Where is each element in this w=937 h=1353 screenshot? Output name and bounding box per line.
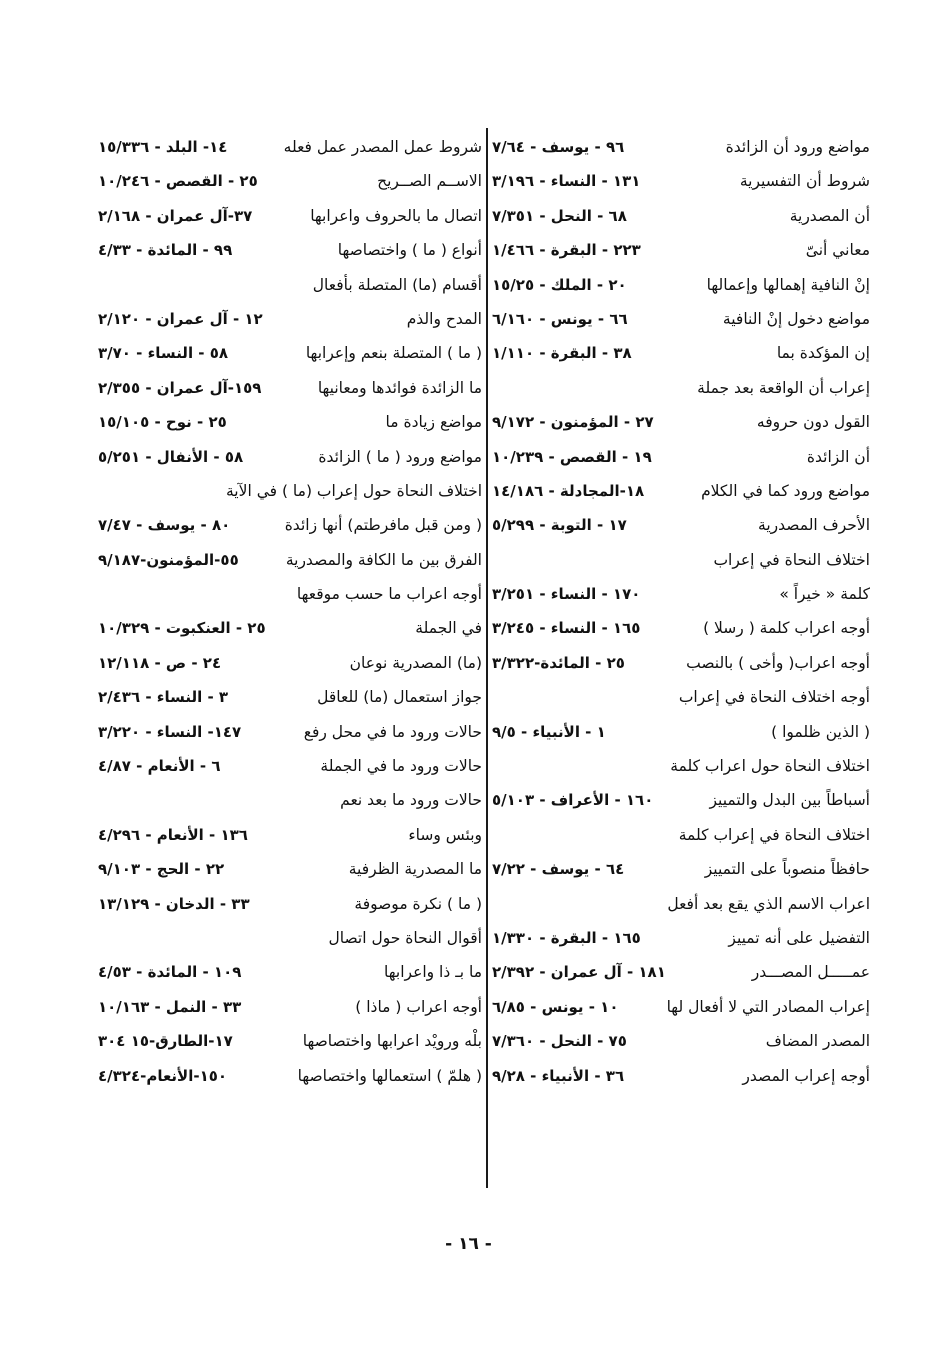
entry-reference: ٥٨ - النساء - ٣/٧٠ bbox=[98, 344, 229, 363]
entry-topic: المصدر المضاف bbox=[765, 1032, 870, 1051]
entry-topic: الاســم الصــريح bbox=[377, 172, 482, 191]
entry-reference: ٧٥ - النحل - ٧/٣٦٠ bbox=[492, 1032, 627, 1051]
column-divider bbox=[486, 128, 488, 1188]
index-entry bbox=[492, 302, 870, 336]
index-entry bbox=[492, 646, 870, 680]
entry-topic: المدح والذم bbox=[406, 309, 482, 328]
entry-reference: ٣٦ - الأنبياء - ٩/٢٨ bbox=[492, 1066, 625, 1085]
index-entry bbox=[98, 887, 482, 921]
entry-topic: عمـــــل المصـــدر bbox=[751, 963, 870, 982]
entry-reference: ١٦٥ - البقرة - ١/٣٣٠ bbox=[492, 928, 641, 947]
index-entry bbox=[492, 680, 870, 714]
entry-topic: إعراب أن الواقعة بعد جملة bbox=[697, 378, 870, 397]
index-entry bbox=[492, 440, 870, 474]
entry-topic: مواضع زيادة ما bbox=[385, 413, 482, 432]
index-entry bbox=[98, 233, 482, 267]
index-entry bbox=[492, 336, 870, 370]
index-entry bbox=[492, 474, 870, 508]
index-entry bbox=[492, 611, 870, 645]
entry-topic: اختلاف النحاة في إعراب bbox=[713, 550, 870, 569]
entry-topic: ( ما ) المتصلة بنعم وإعرابها bbox=[305, 344, 482, 363]
index-entry bbox=[98, 646, 482, 680]
entry-reference: ٦٤ - يوسف - ٧/٢٢ bbox=[492, 860, 625, 879]
entry-reference: ١ - الأنبياء - ٩/٥ bbox=[492, 722, 606, 741]
index-entry bbox=[492, 577, 870, 611]
index-entry bbox=[98, 611, 482, 645]
entry-reference: ١٤- البلد - ١٥/٣٣٦ bbox=[98, 138, 228, 156]
index-entry bbox=[492, 715, 870, 749]
entry-reference: ٢٢٣ - البقرة - ١/٤٦٦ bbox=[492, 241, 641, 260]
index-entry bbox=[492, 955, 870, 989]
entry-reference: ٢٢ - الحج - ٩/١٠٣ bbox=[98, 860, 225, 879]
entry-reference: ١٧٠ - النساء - ٣/٢٥١ bbox=[492, 585, 641, 604]
index-entry bbox=[98, 955, 482, 989]
index-entry bbox=[98, 990, 482, 1024]
entry-topic: أوجه اعراب ما حسب موقعها bbox=[296, 585, 482, 604]
entry-topic: حافظاً منصوباً على التمييز bbox=[704, 860, 870, 879]
entry-reference: ١٧ - التوبة - ٥/٢٩٩ bbox=[492, 516, 627, 535]
entry-topic: ما بـ ذا واعرابها bbox=[384, 963, 482, 982]
index-entry bbox=[492, 990, 870, 1024]
index-entry bbox=[98, 199, 482, 233]
entry-reference: ٣ - النساء - ٢/٤٣٦ bbox=[98, 688, 229, 707]
entry-reference: ٣٣ - النمل - ١٠/١٦٣ bbox=[98, 997, 242, 1016]
index-entry bbox=[98, 440, 482, 474]
index-entry bbox=[98, 783, 482, 817]
entry-reference: ١٦٥ - النساء - ٣/٢٤٥ bbox=[492, 619, 641, 638]
index-entry bbox=[492, 1059, 870, 1093]
index-entry bbox=[492, 233, 870, 267]
entry-topic: ( ومن قبل مافرطتم) أنها زائدة bbox=[284, 516, 482, 535]
index-column-left bbox=[98, 130, 482, 1093]
entry-reference: ١٩ - القصص - ١٠/٢٣٩ bbox=[492, 447, 652, 466]
entry-reference: ٢٧ - المؤمنون - ٩/١٧٢ bbox=[492, 413, 654, 432]
entry-reference: ١٢ - آل عمران - ٢/١٢٠ bbox=[98, 309, 263, 328]
entry-topic: أوجه اعراب( وأخى ) بالنصب bbox=[686, 653, 870, 672]
index-entry bbox=[98, 680, 482, 714]
entry-topic: اختلاف النحاة في إعراب كلمة bbox=[678, 825, 870, 844]
entry-reference: ١٨-المجادلة - ١٤/١٨٦ bbox=[492, 481, 645, 500]
index-entry bbox=[98, 164, 482, 198]
entry-topic: ( الذين ظلموا ) bbox=[771, 722, 870, 741]
index-entry bbox=[492, 543, 870, 577]
index-entry bbox=[98, 130, 482, 164]
entry-reference: ٢٤ - ص - ١٢/١١٨ bbox=[98, 653, 222, 672]
index-entry bbox=[492, 405, 870, 439]
entry-topic: أن الزائدة bbox=[806, 447, 870, 466]
entry-topic: اتصال ما بالحروف واعرابها bbox=[310, 206, 482, 225]
entry-topic: اختلاف النحاة حول اعراب كلمة bbox=[670, 757, 870, 776]
entry-reference: ١٠٩ - المائدة - ٤/٥٣ bbox=[98, 963, 242, 982]
entry-reference: ٩٦ - يوسف - ٧/٦٤ bbox=[492, 138, 625, 156]
index-entry bbox=[492, 508, 870, 542]
entry-topic: اختلاف النحاة حول إعراب (ما ) في الآية bbox=[226, 481, 482, 500]
entry-topic: وبئس وساء bbox=[408, 825, 482, 844]
index-entry bbox=[98, 543, 482, 577]
entry-reference: ١٤٧- النساء - ٣/٢٢٠ bbox=[98, 722, 242, 741]
index-entry bbox=[492, 749, 870, 783]
entry-topic: القول دون حروفه bbox=[756, 413, 870, 432]
entry-reference: ٦٨ - النحل - ٧/٣٥١ bbox=[492, 206, 627, 225]
entry-reference: ٢٥ - المائدة-٣/٣٢٢ bbox=[492, 653, 625, 672]
entry-topic: ( هلمّ ) استعمالها واختصاصها bbox=[297, 1066, 482, 1085]
entry-reference: ٦ - الأنعام - ٤/٨٧ bbox=[98, 757, 221, 776]
entry-topic: ما الزائدة فوائدها ومعانيها bbox=[317, 378, 482, 397]
index-entry bbox=[98, 749, 482, 783]
page-number: - ١٦ - bbox=[445, 1234, 492, 1254]
index-entry bbox=[492, 199, 870, 233]
index-entry bbox=[98, 508, 482, 542]
entry-topic: معاني أنىّ bbox=[805, 241, 870, 260]
index-entry bbox=[98, 852, 482, 886]
index-entry bbox=[98, 474, 482, 508]
entry-reference: ٢٥ - العنكبوت - ١٠/٣٢٩ bbox=[98, 619, 266, 638]
entry-topic: أوجه اختلاف النحاة في إعراب bbox=[678, 688, 870, 707]
index-entry bbox=[98, 715, 482, 749]
index-entry bbox=[98, 302, 482, 336]
entry-topic: إنْ النافية إهمالها وإعمالها bbox=[706, 275, 870, 294]
index-entry bbox=[492, 164, 870, 198]
index-entry bbox=[492, 921, 870, 955]
entry-reference: ٥٨ - الأنفال - ٥/٢٥١ bbox=[98, 447, 244, 466]
entry-topic: بلْه ورويْد اعرابها واختصاصها bbox=[302, 1032, 482, 1051]
entry-topic: إعراب المصادر التي لا أفعال لها bbox=[666, 997, 870, 1016]
index-entry bbox=[98, 405, 482, 439]
entry-reference: ١٥٠-الأنعام-٤/٣٢٤ bbox=[98, 1066, 228, 1085]
entry-topic: أوجه اعراب كلمة ( رسلا ) bbox=[703, 619, 870, 638]
index-entry bbox=[492, 371, 870, 405]
index-entry bbox=[492, 887, 870, 921]
entry-topic: ما المصدرية الظرفية bbox=[348, 860, 482, 879]
index-entry bbox=[98, 1059, 482, 1093]
entry-reference: ١٦٠ - الأعراف - ٥/١٠٣ bbox=[492, 791, 654, 810]
entry-reference: ٢٠ - الملك - ١٥/٢٥ bbox=[492, 275, 627, 294]
index-entry bbox=[492, 818, 870, 852]
index-entry bbox=[98, 336, 482, 370]
entry-topic: الفرق بين ما الكافة والمصدرية bbox=[285, 550, 482, 569]
entry-topic: أوجه إعراب المصدر bbox=[742, 1066, 870, 1085]
entry-topic: التفضيل على أنه تمييز bbox=[728, 928, 870, 947]
entry-topic: شروط أن التفسيرية bbox=[739, 172, 870, 191]
entry-reference: ٣٧-آل عمران - ٢/١٦٨ bbox=[98, 206, 253, 225]
index-entry bbox=[492, 268, 870, 302]
index-entry bbox=[492, 1024, 870, 1058]
index-entry bbox=[492, 783, 870, 817]
index-entry bbox=[98, 818, 482, 852]
index-entry bbox=[98, 371, 482, 405]
entry-topic: جواز استعمال (ما) للعاقل bbox=[317, 688, 482, 707]
entry-topic: شروط عمل المصدر عمل فعله bbox=[283, 138, 482, 156]
entry-topic: مواضع ورود كما في الكلام bbox=[701, 481, 870, 500]
entry-topic: ( ما ) نكرة موصوفة bbox=[354, 894, 482, 913]
entry-topic: اعراب الاسم الذي يقع بعد أفعل bbox=[667, 894, 870, 913]
entry-topic: أقسام (ما) المتصلة بأفعال bbox=[312, 275, 482, 294]
entry-reference: ١٠ - يونس - ٦/٨٥ bbox=[492, 997, 619, 1016]
entry-topic: أوجه اعراب ( ماذا ) bbox=[355, 997, 482, 1016]
entry-topic: حالات ورود ما في محل رفع bbox=[303, 722, 482, 741]
entry-reference: ٩٩ - المائدة - ٤/٣٣ bbox=[98, 241, 233, 260]
entry-topic: أنواع ( ما ) واختصاصها bbox=[337, 241, 482, 260]
entry-reference: ١٥٩-آل عمران - ٢/٣٥٥ bbox=[98, 378, 262, 397]
entry-reference: ١٣١ - النساء - ٣/١٩٦ bbox=[492, 172, 641, 191]
entry-reference: ١٨١ - آل عمران - ٢/٣٩٢ bbox=[492, 963, 666, 982]
entry-reference: ٢٥ - القصص - ١٠/٢٤٦ bbox=[98, 172, 258, 191]
index-entry bbox=[98, 1024, 482, 1058]
entry-reference: ٣٨ - البقرة - ١/١١٠ bbox=[492, 344, 632, 363]
entry-reference: ١٧-الطارق-١٥ ٣٠٤ bbox=[98, 1032, 233, 1051]
entry-reference: ٣٣ - الدخان - ١٣/١٢٩ bbox=[98, 894, 250, 913]
entry-reference: ٦٦ - يونس - ٦/١٦٠ bbox=[492, 309, 628, 328]
entry-reference: ٥٥-المؤمنون-٩/١٨٧ bbox=[98, 550, 239, 569]
entry-topic: حالات ورود ما بعد نعم bbox=[340, 791, 482, 810]
index-column-right bbox=[492, 130, 870, 1093]
index-entry bbox=[98, 268, 482, 302]
index-entry bbox=[492, 852, 870, 886]
entry-reference: ٢٥ - نوح - ١٥/١٠٥ bbox=[98, 413, 227, 432]
entry-topic: في الجملة bbox=[415, 619, 482, 638]
index-entry bbox=[98, 921, 482, 955]
entry-reference: ١٣٦ - الأنعام - ٤/٢٩٦ bbox=[98, 825, 248, 844]
entry-topic: مواضع ورود أن الزائدة bbox=[725, 138, 870, 156]
entry-topic: أن المصدرية bbox=[789, 206, 870, 225]
entry-topic: مواضع ورود ( ما ) الزائدة bbox=[318, 447, 482, 466]
entry-topic: مواضع دخول إنْ النافية bbox=[722, 309, 870, 328]
entry-topic: (ما) المصدرية نوعان bbox=[349, 653, 482, 672]
entry-topic: حالات ورود ما في الجملة bbox=[320, 757, 482, 776]
index-entry bbox=[492, 130, 870, 164]
entry-topic: الأحرف المصدرية bbox=[758, 516, 870, 535]
entry-topic: إن المؤكدة بما bbox=[776, 344, 870, 363]
entry-topic: أسباطاً بين البدل والتمييز bbox=[709, 791, 870, 810]
entry-topic: أقوال النحاة حول اتصال bbox=[328, 928, 482, 947]
entry-topic: كلمة « خيراً » bbox=[779, 585, 870, 604]
entry-reference: ٨٠ - يوسف - ٧/٤٧ bbox=[98, 516, 231, 535]
index-entry bbox=[98, 577, 482, 611]
